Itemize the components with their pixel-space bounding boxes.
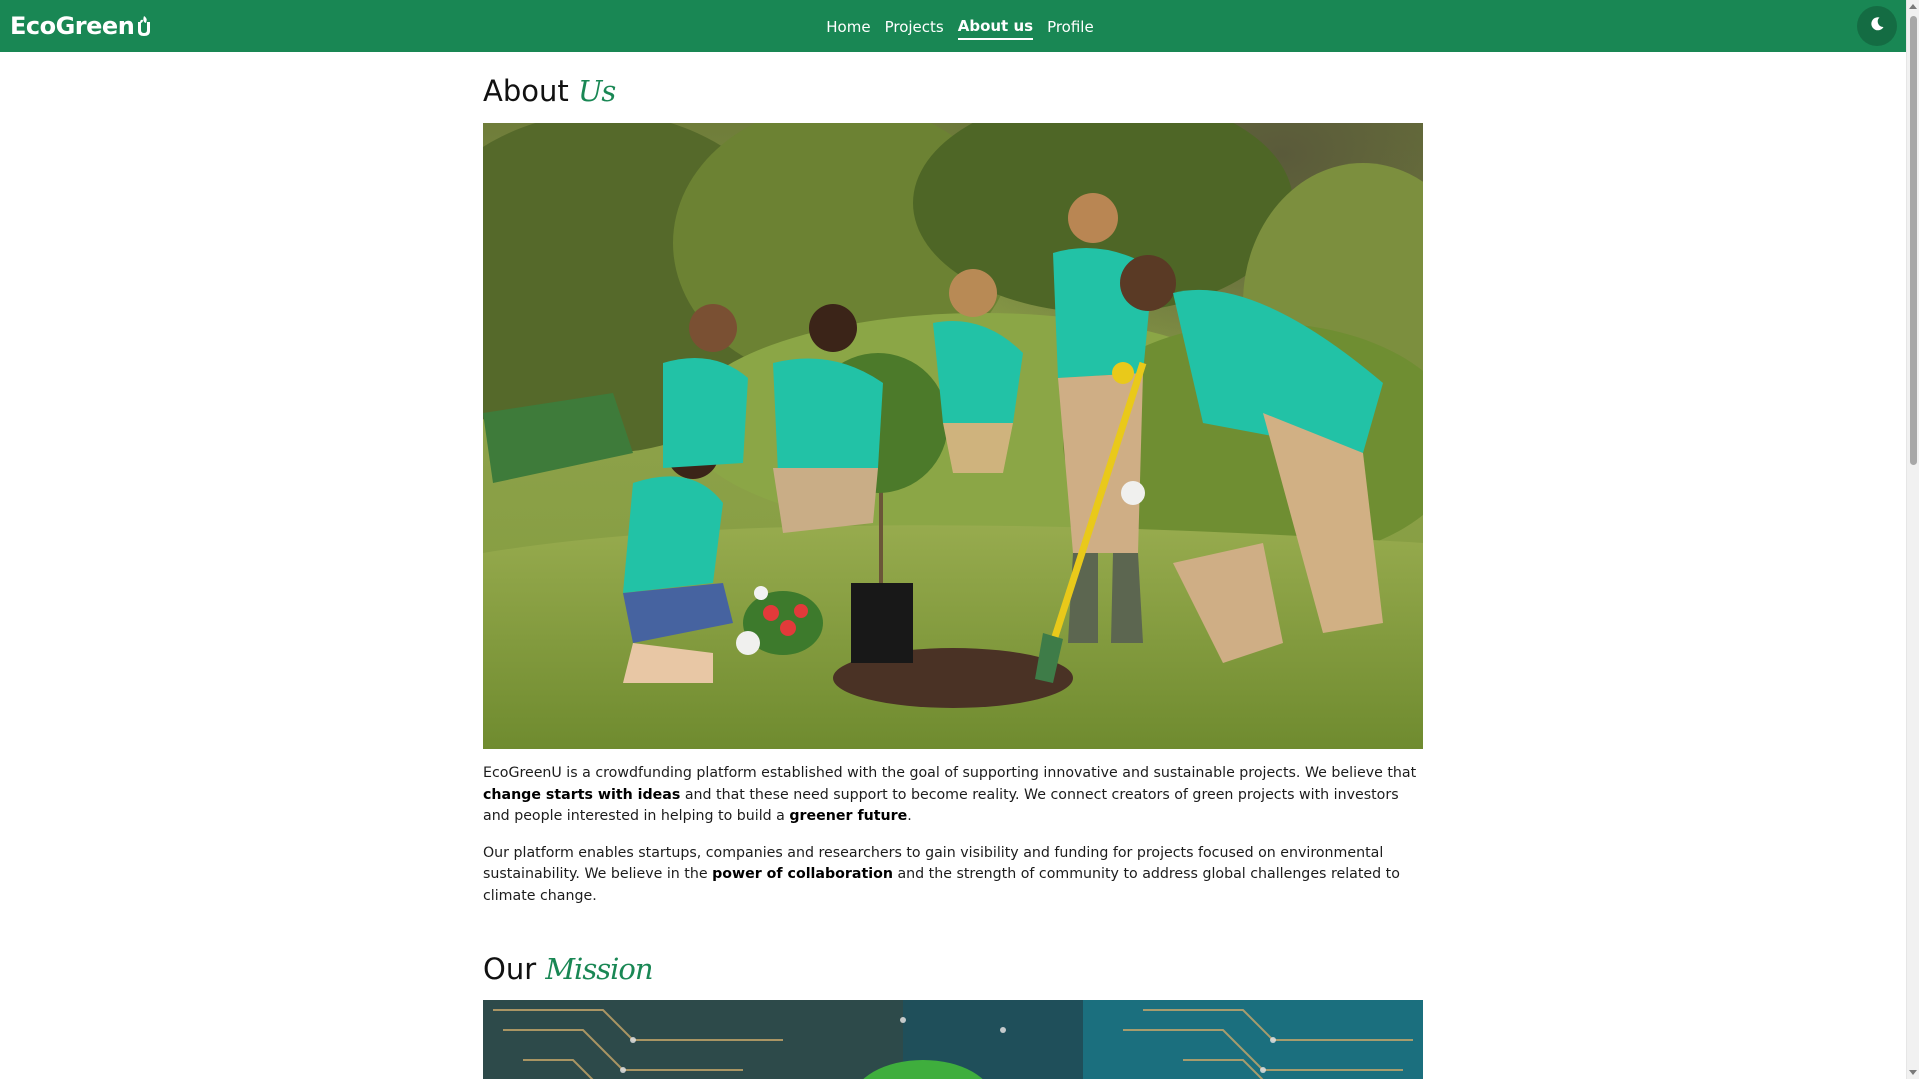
nav-link-projects[interactable]: Projects — [884, 17, 944, 36]
about-p1-bold-2: greener future — [789, 808, 908, 824]
page-scrollbar[interactable] — [1906, 0, 1919, 1079]
scrollbar-thumb[interactable] — [1910, 16, 1917, 465]
about-p1-text-2: and that these need support to become reality. We connect creators of green projects with investors and people interested in helping to build a — [483, 786, 1399, 824]
nav-link-about-us[interactable]: About us — [958, 13, 1033, 40]
moon-icon — [1869, 16, 1885, 36]
about-p2-text-1: Our platform enables startups, companies and researchers to gain visibility and funding for projects focused on environmental sustainability. We believe in the — [483, 844, 1384, 882]
about-paragraph-2 — [483, 843, 1423, 908]
mission-heading-accent: Mission — [545, 952, 653, 986]
scroll-down-arrow-icon[interactable] — [1909, 1070, 1917, 1075]
nav-links — [0, 0, 1906, 52]
scroll-up-arrow-icon[interactable] — [1909, 4, 1917, 9]
about-p1-text-3: . — [907, 808, 912, 824]
brand-name: EcoGreen — [10, 12, 135, 40]
volunteers-planting-photo — [483, 123, 1423, 749]
main-content — [483, 52, 1423, 1079]
about-paragraph-1 — [483, 763, 1423, 828]
about-us-heading — [483, 73, 1423, 109]
navbar — [0, 0, 1906, 52]
about-p2-text-2: and the strength of community to address global challenges related to climate change. — [483, 866, 1400, 904]
about-p2-bold-1: power of collaboration — [712, 866, 893, 882]
about-p1-bold-1: change starts with ideas — [483, 786, 681, 803]
nav-link-profile[interactable]: Profile — [1047, 17, 1094, 36]
our-mission-heading — [483, 951, 1423, 987]
about-heading-plain: About — [483, 74, 569, 108]
circuit-board-leaf-photo — [483, 1000, 1423, 1079]
mission-heading-plain: Our — [483, 952, 537, 986]
about-heading-accent: Us — [577, 74, 616, 108]
about-p1-text-1: EcoGreenU is a crowdfunding platform established with the goal of supporting innovative and sustainable projects. We believe that — [483, 765, 1417, 781]
theme-toggle-button[interactable] — [1857, 6, 1897, 46]
nav-link-home[interactable]: Home — [826, 17, 871, 36]
